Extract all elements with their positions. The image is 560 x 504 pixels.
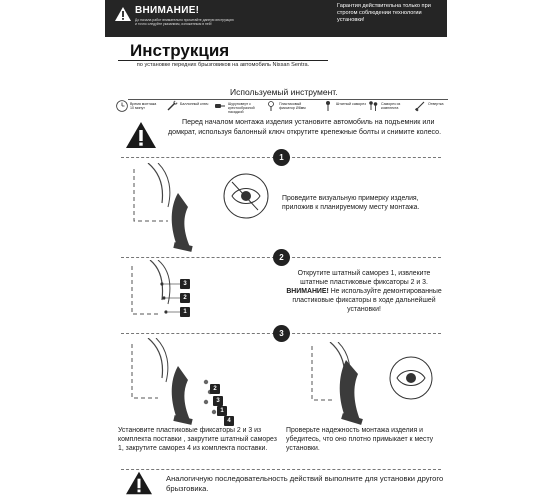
- page-subtitle: по установке передних брызговиков на автомобиль Nissan Sentra.: [136, 62, 310, 68]
- tool-label: Штатный саморез: [336, 102, 366, 106]
- tools-heading: Используемый инструмент.: [230, 87, 338, 97]
- warning-icon: [124, 120, 158, 150]
- callout-3: 3: [180, 279, 190, 289]
- step-2-text-before: Открутите штатный саморез 1, извлеките штатные пластиковые фиксаторы 2 и 3.: [297, 270, 431, 286]
- clip-remover-icon: [265, 100, 277, 112]
- step-3-right-text: Проверьте надежность монтажа изделия и убедитесь, что оно плотно примыкает к месту установки.: [286, 427, 434, 452]
- callout-1: 1: [180, 307, 190, 317]
- step-2-attention: ВНИМАНИЕ!: [286, 288, 329, 295]
- tools-divider: [128, 99, 448, 100]
- warning-icon: [124, 470, 154, 496]
- screwdriver-icon: [414, 100, 426, 112]
- banner-guarantee-text: Гарантия действительна только при строгом соблюдении технологии установки!: [337, 3, 431, 23]
- callout-4: 4: [224, 416, 234, 426]
- warning-icon: [114, 6, 132, 22]
- callout-3: 3: [213, 396, 223, 406]
- page-title: Инструкция: [130, 41, 230, 60]
- screws-icon: [322, 100, 334, 112]
- tool-label: Отвертка: [428, 102, 444, 106]
- tool-label: Саморез из комплекта: [381, 102, 401, 111]
- tool-label: Баллонный ключ: [180, 102, 209, 106]
- step-divider: [121, 469, 441, 470]
- step-number-1: 1: [273, 149, 290, 166]
- screws-kit-icon: [367, 100, 379, 112]
- tool-label: Время монтажа 10 минут: [130, 102, 157, 111]
- mudflap-fitting-illustration: [118, 163, 224, 253]
- step-1-text: Проведите визуальную примерку изделия, приложив к планируемому месту монтажа.: [282, 195, 420, 211]
- step-number-2: 2: [273, 249, 290, 266]
- step-2-text: [284, 269, 444, 314]
- tool-label: Пластиковый фиксатор Ø8мм: [279, 102, 306, 111]
- eye-inspection-icon: [222, 172, 270, 220]
- warning-banner: [105, 0, 447, 37]
- step-3-left-text: Установите пластиковые фиксаторы 2 и 3 из комплекта поставки , закрутите штатный саморез 1, закрутите саморез 4 из комплекта поставки.: [118, 427, 277, 452]
- callout-2: 2: [210, 384, 220, 394]
- balloon-wrench-icon: [166, 100, 178, 112]
- callout-2: 2: [180, 293, 190, 303]
- tool-label: Шуруповерт с крестообразной насадкой: [228, 102, 255, 115]
- step-number-3: 3: [273, 325, 290, 342]
- step-2-text-after: Не используйте демонтированные пластиковые фиксаторы в ходе дальнейшей установки!: [292, 288, 442, 313]
- intro-text: Перед началом монтажа изделия установите автомобиль на подъемник или домкрат, используя балонный ключ открутите крепежные болты и снимите колесо.: [168, 118, 442, 136]
- eye-inspection-icon: [388, 355, 434, 401]
- final-text: Аналогичную последовательность действий выполните для установки другого брызговика.: [166, 474, 444, 493]
- title-divider: [118, 60, 328, 61]
- callout-1: 1: [217, 406, 227, 416]
- screwdriver-icon: [214, 100, 226, 112]
- clock-icon: [116, 100, 128, 112]
- banner-warning-subtitle: До начала работ внимательно прочитайте данную инструкцию и точно следуйте указаниям, изложенным в ней!: [135, 18, 234, 27]
- banner-warning-title: ВНИМАНИЕ!: [135, 5, 200, 16]
